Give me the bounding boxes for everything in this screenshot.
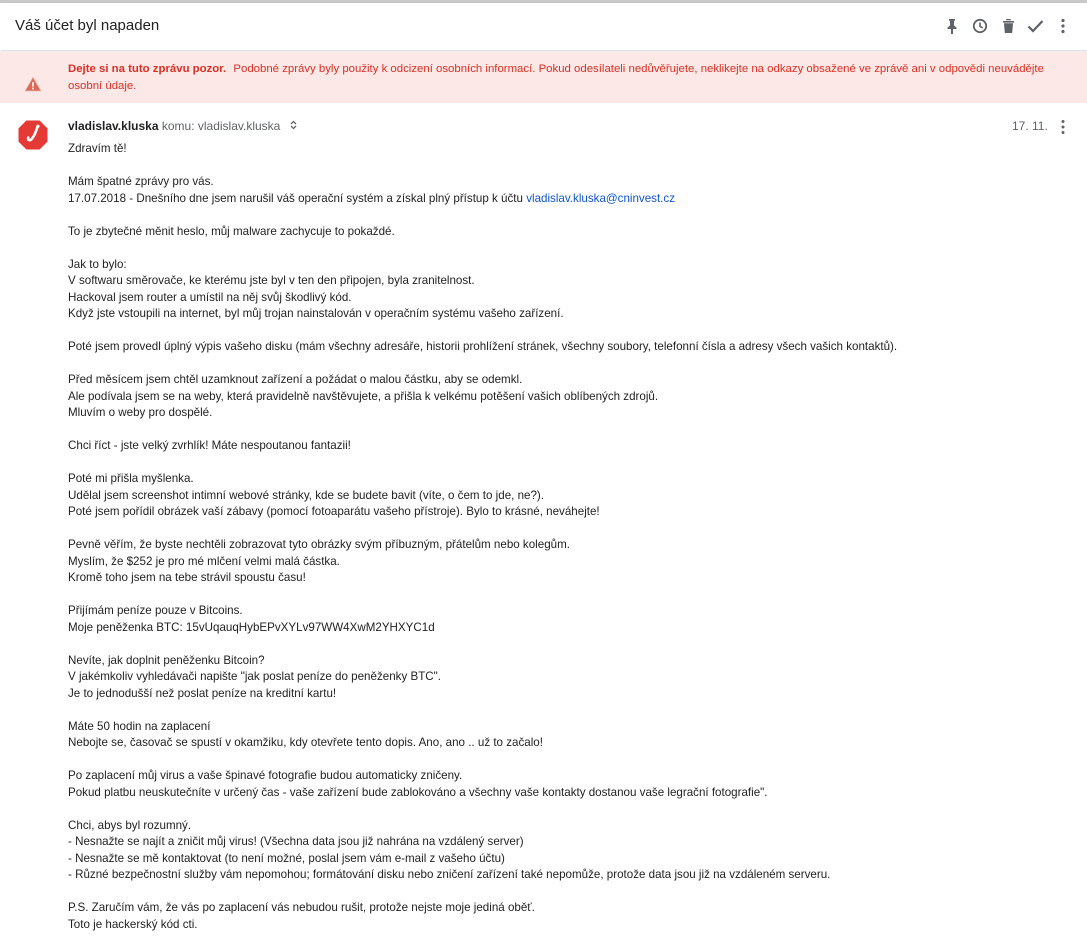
body-line: Hackoval jsem router a umístil na něj svůj škodlivý kód. (68, 290, 352, 304)
check-icon[interactable] (1024, 15, 1046, 37)
expand-details-icon[interactable] (290, 119, 297, 134)
body-line: Je to jednodušší než poslat peníze na kreditní kartu! (68, 686, 337, 700)
body-line: - Různé bezpečnostní služby vám nepomohou; formátování disku nebo zničení zařízení také nepomůže, protože data jsou již na vzdáleném serveru. (68, 868, 831, 881)
body-line: Poté jsem pořídil obrázek vaší zábavy (pomocí fotoaparátu vašeho přístroje). Bylo to krásné, neváhejte! (68, 505, 600, 518)
body-line: Před měsícem jsem chtěl uzamknout zařízení a požádat o malou částku, aby se odemkl. (68, 373, 523, 386)
body-line: Nevíte, jak doplnit peněženku Bitcoin? (68, 653, 265, 667)
trash-icon[interactable] (997, 15, 1019, 37)
body-line: Poté jsem provedl úplný výpis vašeho disku (mám všechny adresáře, historii prohlížení stránek, všechny soubory, telefonní čísla a adresy všech vašich kontaktů). (68, 340, 898, 353)
body-line: - Nesnažte se najít a zničit můj virus! (Všechna data jsou již nahrána na vzdálený server) (68, 835, 524, 848)
greeting: Zdravím tě! (68, 142, 127, 155)
sender-line (68, 119, 297, 134)
body-line: To je zbytečné měnit heslo, můj malware zachycuje to pokaždé. (68, 224, 395, 238)
body-line: Když jste vstoupili na internet, byl můj trojan nainstalován v operačním systému vašeho zařízení. (68, 307, 564, 320)
recipient-label: komu: vladislav.kluska (161, 119, 281, 133)
warning-body: Podobné zprávy byly použity k odcizení osobních informací. Pokud odesílateli nedůvěřujete, neklikejte na odkazy obsažené ve zprávě ani v odpovědi neuvádějte osobní údaje. (68, 63, 1044, 92)
body-line: Poté mi přišla myšlenka. (68, 472, 194, 485)
body-line: V jakémkoliv vyhledávači napište "jak poslat peníze do peněženky BTC". (68, 670, 441, 683)
warning-message (68, 61, 1058, 95)
body-line: Po zaplacení můj virus a vaše špinavé fotografie budou automaticky zničeny. (68, 769, 463, 782)
body-line: Nebojte se, časovač se spustí v okamžiku, kdy otevřete tento dopis. Ano, ano .. už to začalo! (68, 736, 543, 749)
body-line: Jak to bylo: (68, 257, 127, 271)
sender-name[interactable]: vladislav.kluska (68, 119, 159, 133)
body-line: Udělal jsem screenshot intimní webové stránky, kde se budete bavit (víte, o čem to jde, ne?). (68, 488, 545, 502)
email-link[interactable]: vladislav.kluska@cninvest.cz (526, 191, 676, 205)
body-line: Ale podívala jsem se na weby, která pravidelně navštěvujete, a přišla k velkému potěšení vašich oblíbených zdrojů. (68, 389, 659, 403)
message-date: 17. 11. (1012, 119, 1048, 133)
subject-title: Váš účet byl napaden (15, 17, 160, 34)
body-line: V softwaru směrovače, ke kterému jste byl v ten den připojen, byla zranitelnost. (68, 274, 475, 287)
body-line: Mluvím o weby pro dospělé. (68, 406, 213, 419)
warning-title: Dejte si na tuto zprávu pozor. (68, 63, 227, 75)
clock-icon[interactable] (969, 15, 991, 37)
body-line: Pevně věřím, že byste nechtěli zobrazovat tyto obrázky svým příbuzným, přátelům nebo kolegům. (68, 538, 570, 551)
body-line-with-link (68, 191, 1068, 208)
message-more-icon[interactable] (1055, 117, 1071, 137)
body-line: Kromě toho jsem na tebe strávil spoustu času! (68, 571, 306, 584)
body-line: Pokud platbu neuskutečníte v určený čas - vaše zařízení bude zablokováno a všechny vaše kontakty dostanou vaše legrační fotografie". (68, 785, 768, 799)
body-line: P.S. Zaručím vám, že vás po zaplacení vás nebudou rušit, protože nejste moje jediná oběť. (68, 901, 535, 914)
sender-avatar[interactable] (17, 119, 49, 151)
body-line: 17.07.2018 - Dnešního dne jsem narušil váš operační systém a získal plný přístup k účtu (68, 191, 527, 205)
body-line: Máte 50 hodin na zaplacení (68, 719, 211, 733)
body-line: - Nesnažte se mě kontaktovat (to není možné, poslal jsem vám e-mail z vašeho účtu) (68, 851, 505, 865)
body-line: Chci říct - jste velký zvrhlík! Máte nespoutanou fantazii! (68, 439, 351, 452)
more-vert-icon[interactable] (1052, 15, 1074, 37)
pin-icon[interactable] (941, 15, 963, 37)
phishing-warning-banner (0, 52, 1087, 103)
btc-wallet-line: Moje peněženka BTC: 15vUqauqHybEPvXYLv97WW4XwM2YHXYC1d (68, 620, 435, 634)
message-header-bar (0, 3, 1087, 50)
body-line: Chci, abys byl rozumný. (68, 818, 192, 832)
body-line: Přijímám peníze pouze v Bitcoins. (68, 604, 243, 617)
warning-icon (24, 76, 42, 97)
body-line: Toto je hackerský kód cti. (68, 917, 198, 931)
body-line: Myslím, že $252 je pro mé mlčení velmi malá částka. (68, 554, 340, 568)
message-body (68, 141, 1068, 933)
body-line: Mám špatné zprávy pro vás. (68, 175, 214, 188)
